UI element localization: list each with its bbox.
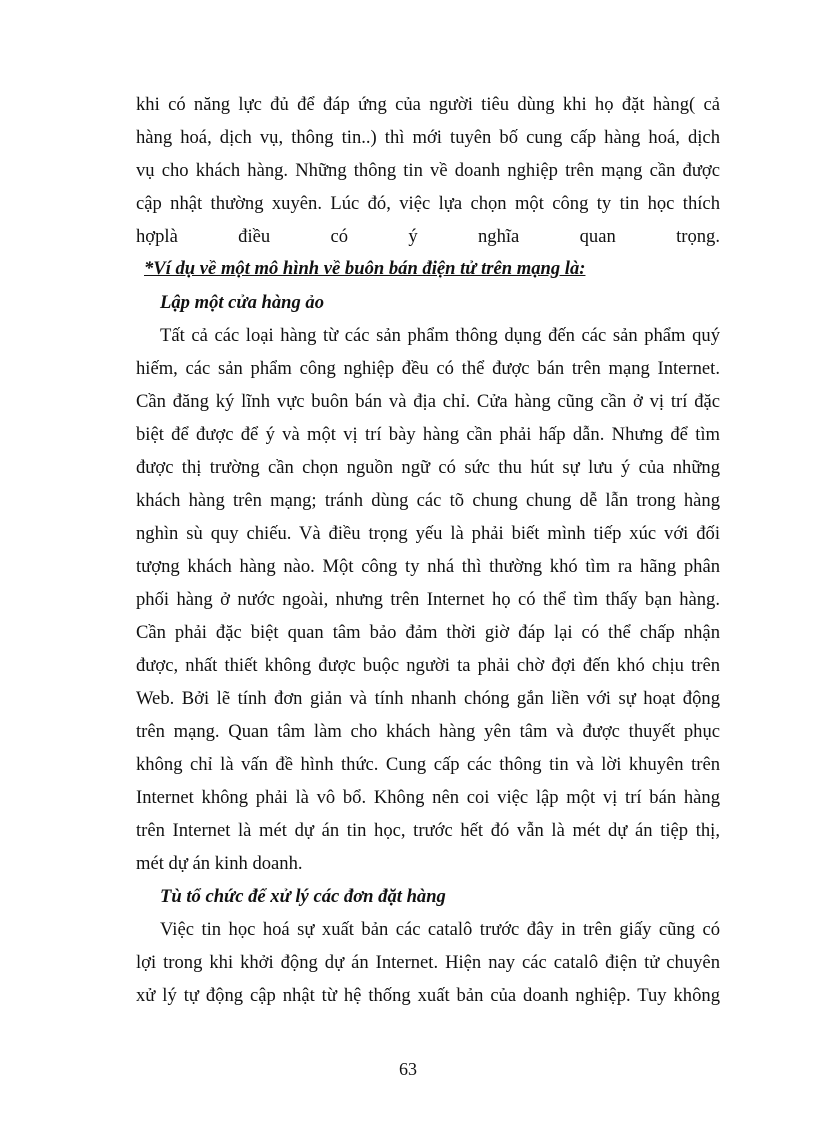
section-heading-virtual-store: Lập một cửa hàng ảo <box>160 292 325 313</box>
paragraph-line: được thị trường cần chọn nguồn ngữ có sức thu hút sự lưu ý của những <box>136 457 720 478</box>
section-heading-order-processing: Tù tổ chức để xử lý các đơn đặt hàng <box>160 886 446 907</box>
paragraph-line: cập nhật thường xuyên. Lúc đó, việc lựa chọn một công ty tin học thích <box>136 193 720 214</box>
paragraph-line: nghìn sù quy chiếu. Và điều trọng yếu là phải biết mình tiếp xúc với đối <box>136 523 720 544</box>
paragraph-line: hiếm, các sản phẩm công nghiệp đều có thể được bán trên mạng Internet. <box>136 358 720 379</box>
paragraph-line: Cần phải đặc biệt quan tâm bảo đảm thời giờ đáp lại có thể chấp nhận <box>136 622 720 643</box>
paragraph-line: hợplà điều có ý nghĩa quan trọng. <box>136 226 720 247</box>
paragraph-line: vụ cho khách hàng. Những thông tin về doanh nghiệp trên mạng cần được <box>136 160 720 181</box>
paragraph-line: lợi trong khi khởi động dự án Internet. Hiện nay các catalô điện tử chuyên <box>136 952 720 973</box>
paragraph-line: Việc tin học hoá sự xuất bản các catalô trước đây in trên giấy cũng có <box>160 919 720 940</box>
paragraph-line: hàng hoá, dịch vụ, thông tin..) thì mới tuyên bố cung cấp hàng hoá, dịch <box>136 127 720 148</box>
paragraph-line: Cần đăng ký lĩnh vực buôn bán và địa chỉ. Cửa hàng cũng cần ở vị trí đặc <box>136 391 720 412</box>
paragraph-line: Web. Bởi lẽ tính đơn giản và tính nhanh chóng gắn liền với sự hoạt động <box>136 688 720 709</box>
paragraph-line: xử lý tự động cập nhật từ hệ thống xuất bản của doanh nghiệp. Tuy không <box>136 985 720 1006</box>
paragraph-line: không chỉ là vấn đề hình thức. Cung cấp các thông tin và lời khuyên trên <box>136 754 720 775</box>
paragraph-line: trên mạng. Quan tâm làm cho khách hàng yên tâm và được thuyết phục <box>136 721 720 742</box>
paragraph-line: phối hàng ở nước ngoài, nhưng trên Internet họ có thể tìm thấy bạn hàng. <box>136 589 720 610</box>
example-heading: *Ví dụ về một mô hình về buôn bán điện tử trên mạng là: <box>144 258 586 279</box>
paragraph-line: khi có năng lực đủ để đáp ứng của người tiêu dùng khi họ đặt hàng( cả <box>136 94 720 115</box>
paragraph-line: biệt để được để ý và một vị trí bày hàng cần phải hấp dẫn. Nhưng để tìm <box>136 424 720 445</box>
paragraph-line: được, nhất thiết không được buộc người ta phải chờ đợi đến khó chịu trên <box>136 655 720 676</box>
paragraph-line: tượng khách hàng nào. Một công ty nhá thì thường khó tìm ra hãng phân <box>136 556 720 577</box>
paragraph-line: khách hàng trên mạng; tránh dùng các tõ chung chung dễ lẫn trong hàng <box>136 490 720 511</box>
paragraph-line: Tất cả các loại hàng từ các sản phẩm thông dụng đến các sản phẩm quý <box>160 325 720 346</box>
paragraph-line: Internet không phải là vô bổ. Không nên coi việc lập một vị trí bán hàng <box>136 787 720 808</box>
paragraph-line: trên Internet là mét dự án tin học, trước hết đó vẫn là mét dự án tiệp thị, <box>136 820 720 841</box>
page-number: 63 <box>399 1059 417 1079</box>
paragraph-line: mét dự án kinh doanh. <box>136 853 303 874</box>
